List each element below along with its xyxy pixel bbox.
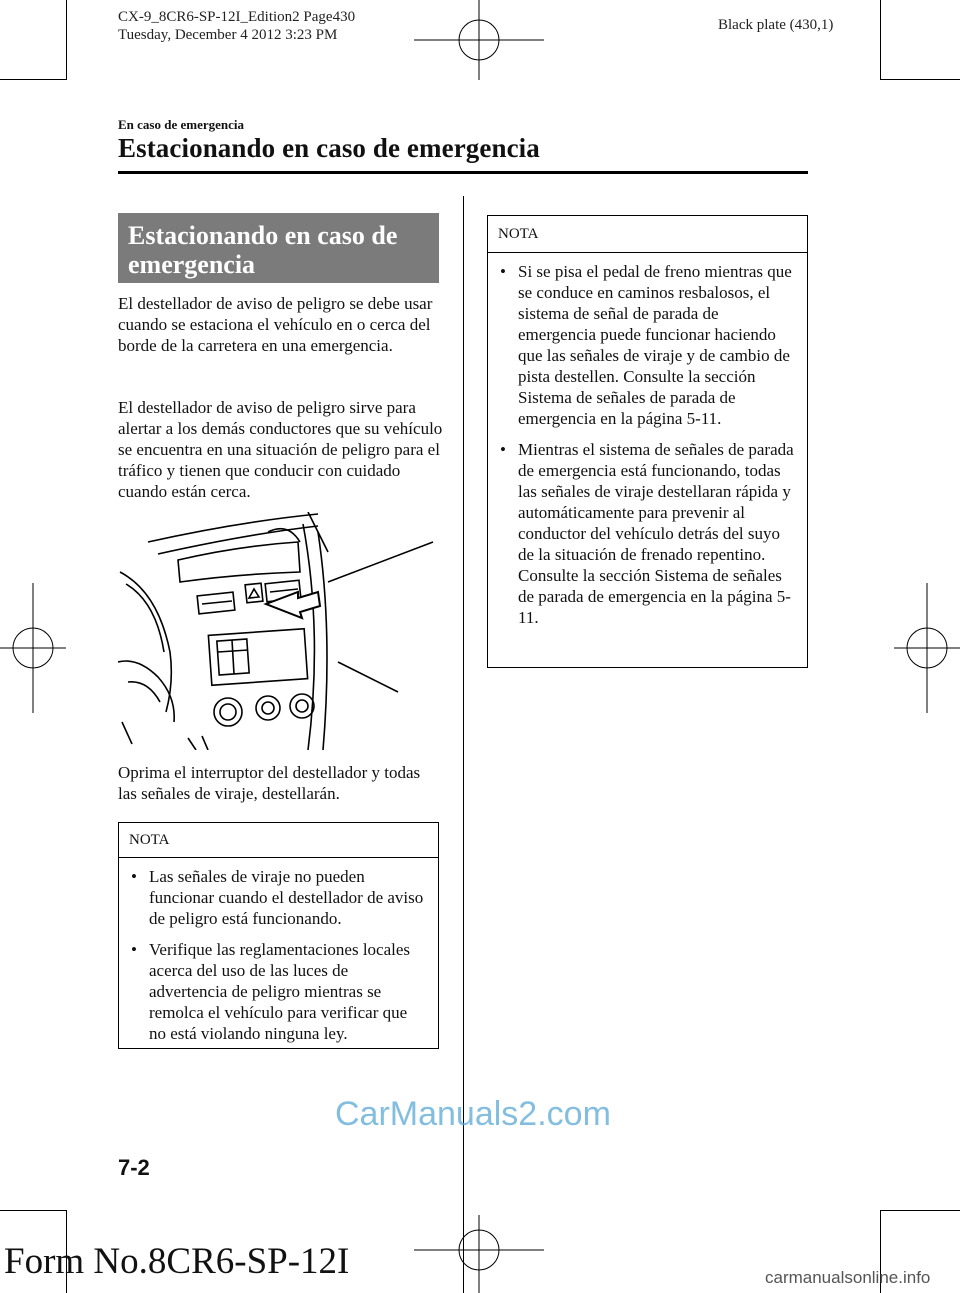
page-heading: Estacionando en caso de emergencia (118, 133, 540, 163)
note-box-left (118, 822, 439, 1049)
file-line: CX-9_8CR6-SP-12I_Edition2 Page430 (118, 9, 356, 25)
bullet-icon: • (500, 440, 506, 459)
bullet-icon: • (131, 940, 137, 959)
paragraph: El destellador de aviso de peligro se debe usar cuando se estaciona el vehículo en o cerca del borde de la carretera en una emergencia. (118, 294, 433, 355)
note-item: • Las señales de viraje no pueden funcionar cuando el destellador de aviso de peligro está funcionando. (131, 867, 424, 928)
registration-target-icon (0, 583, 66, 713)
heading-rule (118, 171, 808, 174)
site-watermark: carmanualsonline.info (765, 1268, 931, 1287)
note-item: • Verifique las reglamentaciones locales acerca del uso de las luces de advertencia de peligro mientras se remolca el vehículo para verificar que no está violando ninguna ley. (131, 940, 411, 1043)
note-box-right (487, 215, 808, 668)
registration-target-icon (414, 1215, 544, 1293)
note-list (119, 858, 438, 1044)
watermark: CarManuals2.com (335, 1095, 611, 1133)
crop-mark (880, 0, 881, 80)
crop-mark (880, 1210, 960, 1211)
bullet-icon: • (131, 867, 137, 886)
section-label: En caso de emergencia (118, 117, 245, 132)
section-title-box: Estacionando en caso de emergencia (118, 213, 439, 283)
date-line: Tuesday, December 4 2012 3:23 PM (118, 27, 338, 43)
crop-mark (880, 79, 960, 80)
dashboard-illustration (118, 512, 438, 750)
note-heading: NOTA (119, 823, 438, 858)
registration-target-icon (414, 0, 544, 80)
note-heading: NOTA (488, 216, 807, 253)
registration-target-icon (894, 583, 960, 713)
note-list (488, 253, 807, 628)
page-number: 7-2 (118, 1155, 150, 1180)
crop-mark (0, 1210, 66, 1211)
form-number: Form No.8CR6-SP-12I (4, 1241, 350, 1282)
crop-mark (66, 0, 67, 80)
note-item: • Mientras el sistema de señales de parada de emergencia está funcionando, todas las señales de viraje destellaran rápida y automáticamente para prevenir al conductor del vehículo detrás del suyo de la situación de frenado repentino. Consulte la sección Sistema de señales de parada de emergencia en la página 5-11. (500, 440, 794, 627)
note-item: • Si se pisa el pedal de freno mientras que se conduce en caminos resbalosos, el sistema de señal de parada de emergencia puede funcionar haciendo que las señales de viraje y de cambio de pista destellen. Consulte la sección Sistema de señales de parada de emergencia en la página 5-11. (500, 262, 792, 428)
file-info (118, 8, 355, 44)
figure-caption: Oprima el interruptor del destellador y todas las señales de viraje, destellarán. (118, 763, 421, 803)
crop-mark (0, 79, 66, 80)
paragraph: El destellador de aviso de peligro sirve para alertar a los demás conductores que su vehículo se encuentra en una situación de peligro para el tráfico y tienen que conducir con cuidado cuando están cerca. (118, 398, 443, 501)
plate-label: Black plate (430,1) (718, 17, 834, 33)
bullet-icon: • (500, 262, 506, 281)
